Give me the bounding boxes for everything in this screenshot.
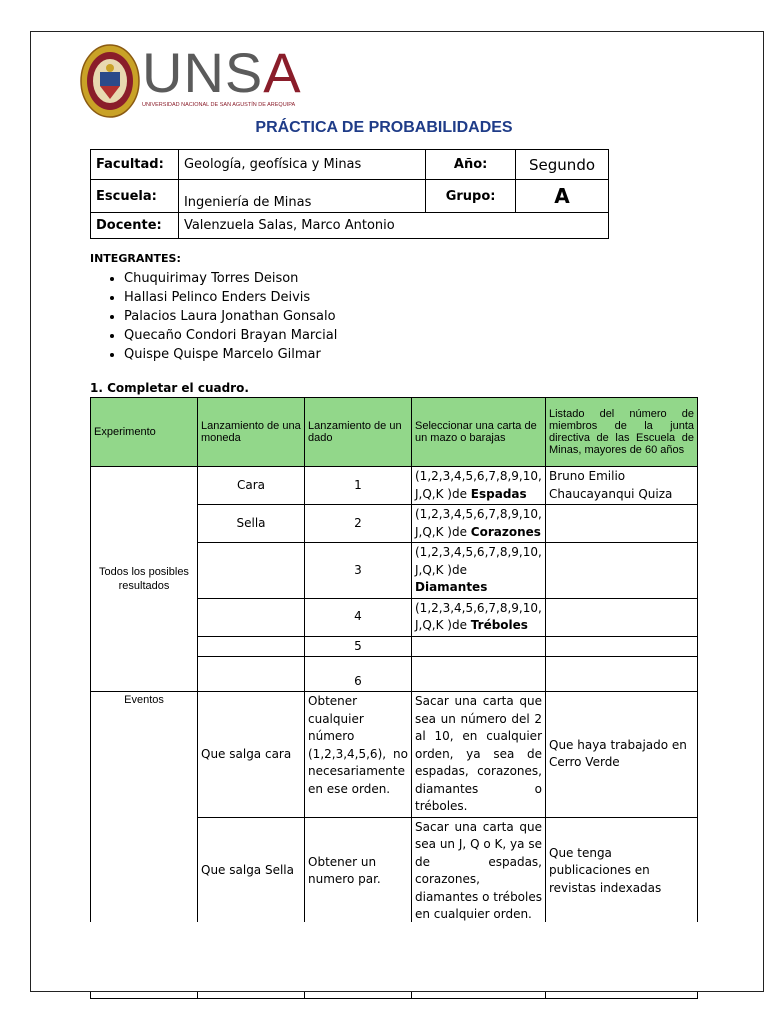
suit-name: Tréboles (470, 618, 528, 632)
events-label: Eventos (91, 692, 198, 999)
table-cell: 5 (305, 636, 412, 657)
suit-name: Corazones (470, 524, 541, 539)
member-cell: Bruno Emilio Chaucayanqui Quiza (546, 467, 698, 505)
docente-value: Valenzuela Salas, Marco Antonio (178, 213, 608, 239)
card-prefix: (1,2,3,4,5,6,7,8,9,10, J,Q,K )de (415, 600, 542, 632)
table-cell: 1 (305, 467, 412, 505)
outcomes-label: Todos los posibles resultados (91, 467, 198, 692)
table-cell: Que tenga publicaciones en revistas indexadas (546, 817, 698, 925)
page-border-overlay (30, 31, 764, 992)
card-prefix: (1,2,3,4,5,6,7,8,9,10, J,Q,K )de (415, 545, 542, 577)
anio-value: Segundo (516, 150, 609, 180)
header-carta: Seleccionar una carta de un mazo o barajas (412, 398, 546, 467)
list-item: • Chuquirimay Torres Deison (124, 269, 337, 288)
card-prefix: (1,2,3,4,5,6,7,8,9,10, J,Q,K )de (415, 469, 542, 501)
table-cell: 2 (305, 505, 412, 543)
header-experimento: Experimento (91, 398, 198, 467)
header-listado: Listado del número de miembros de la junta directiva de las Escuela de Minas, mayores de 60 años (546, 398, 698, 467)
list-item: • Hallasi Pelinco Enders Deivis (124, 288, 337, 307)
page-title: PRÁCTICA DE PROBABILIDADES (255, 119, 513, 136)
table-cell: Que haya trabajado en Cerro Verde (546, 692, 698, 818)
table-cell: 6 (305, 657, 412, 692)
escuela-label: Escuela: (91, 180, 179, 213)
table-cell: 4 (305, 598, 412, 636)
card-prefix: (1,2,3,4,5,6,7,8,9,10, J,Q,K )de (415, 507, 542, 539)
list-item: • Quispe Quispe Marcelo Gilmar (124, 345, 337, 364)
table-cell: Sacar una carta que sea un número del 2 al 10, en cualquier orden, ya sea de espadas, corazones, diamantes o tréboles. (412, 692, 546, 818)
grupo-value: A (516, 180, 609, 213)
suit-name: Espadas (470, 486, 527, 501)
facultad-value: Geología, geofísica y Minas (178, 150, 425, 180)
docente-label: Docente: (91, 213, 179, 239)
facultad-label: Facultad: (91, 150, 179, 180)
table-cell: Que salga Sella (198, 817, 305, 925)
table-cell: Cara (198, 467, 305, 505)
grupo-label: Grupo: (426, 180, 516, 213)
table-cell: Sacar una carta que sea un J, Q o K, ya se de espadas, corazones, diamantes o tréboles en cualquier orden. (412, 817, 546, 925)
table-cell: 3 (305, 543, 412, 599)
table-cell: Que salga cara (198, 692, 305, 818)
integrantes-heading: INTEGRANTES: (90, 252, 181, 265)
table-cell: Obtener cualquier número (1,2,3,4,5,6), no necesariamente en ese orden. (305, 692, 412, 818)
unsa-wordmark: UNSA (142, 41, 302, 104)
list-item: • Palacios Laura Jonathan Gonsalo (124, 307, 337, 326)
anio-label: Año: (426, 150, 516, 180)
table-cell: Sella (198, 505, 305, 543)
suit-name: Diamantes (415, 580, 488, 594)
table-cell: Obtener un numero par. (305, 817, 412, 925)
unsa-subtitle: UNIVERSIDAD NACIONAL DE SAN AGUSTÍN DE AREQUIPA (142, 102, 296, 108)
header-dado: Lanzamiento de un dado (305, 398, 412, 467)
question-1-heading: 1. Completar el cuadro. (90, 381, 249, 395)
header-moneda: Lanzamiento de una moneda (198, 398, 305, 467)
list-item: • Quecaño Condori Brayan Marcial (124, 326, 337, 345)
escuela-value: Ingeniería de Minas (178, 180, 425, 213)
